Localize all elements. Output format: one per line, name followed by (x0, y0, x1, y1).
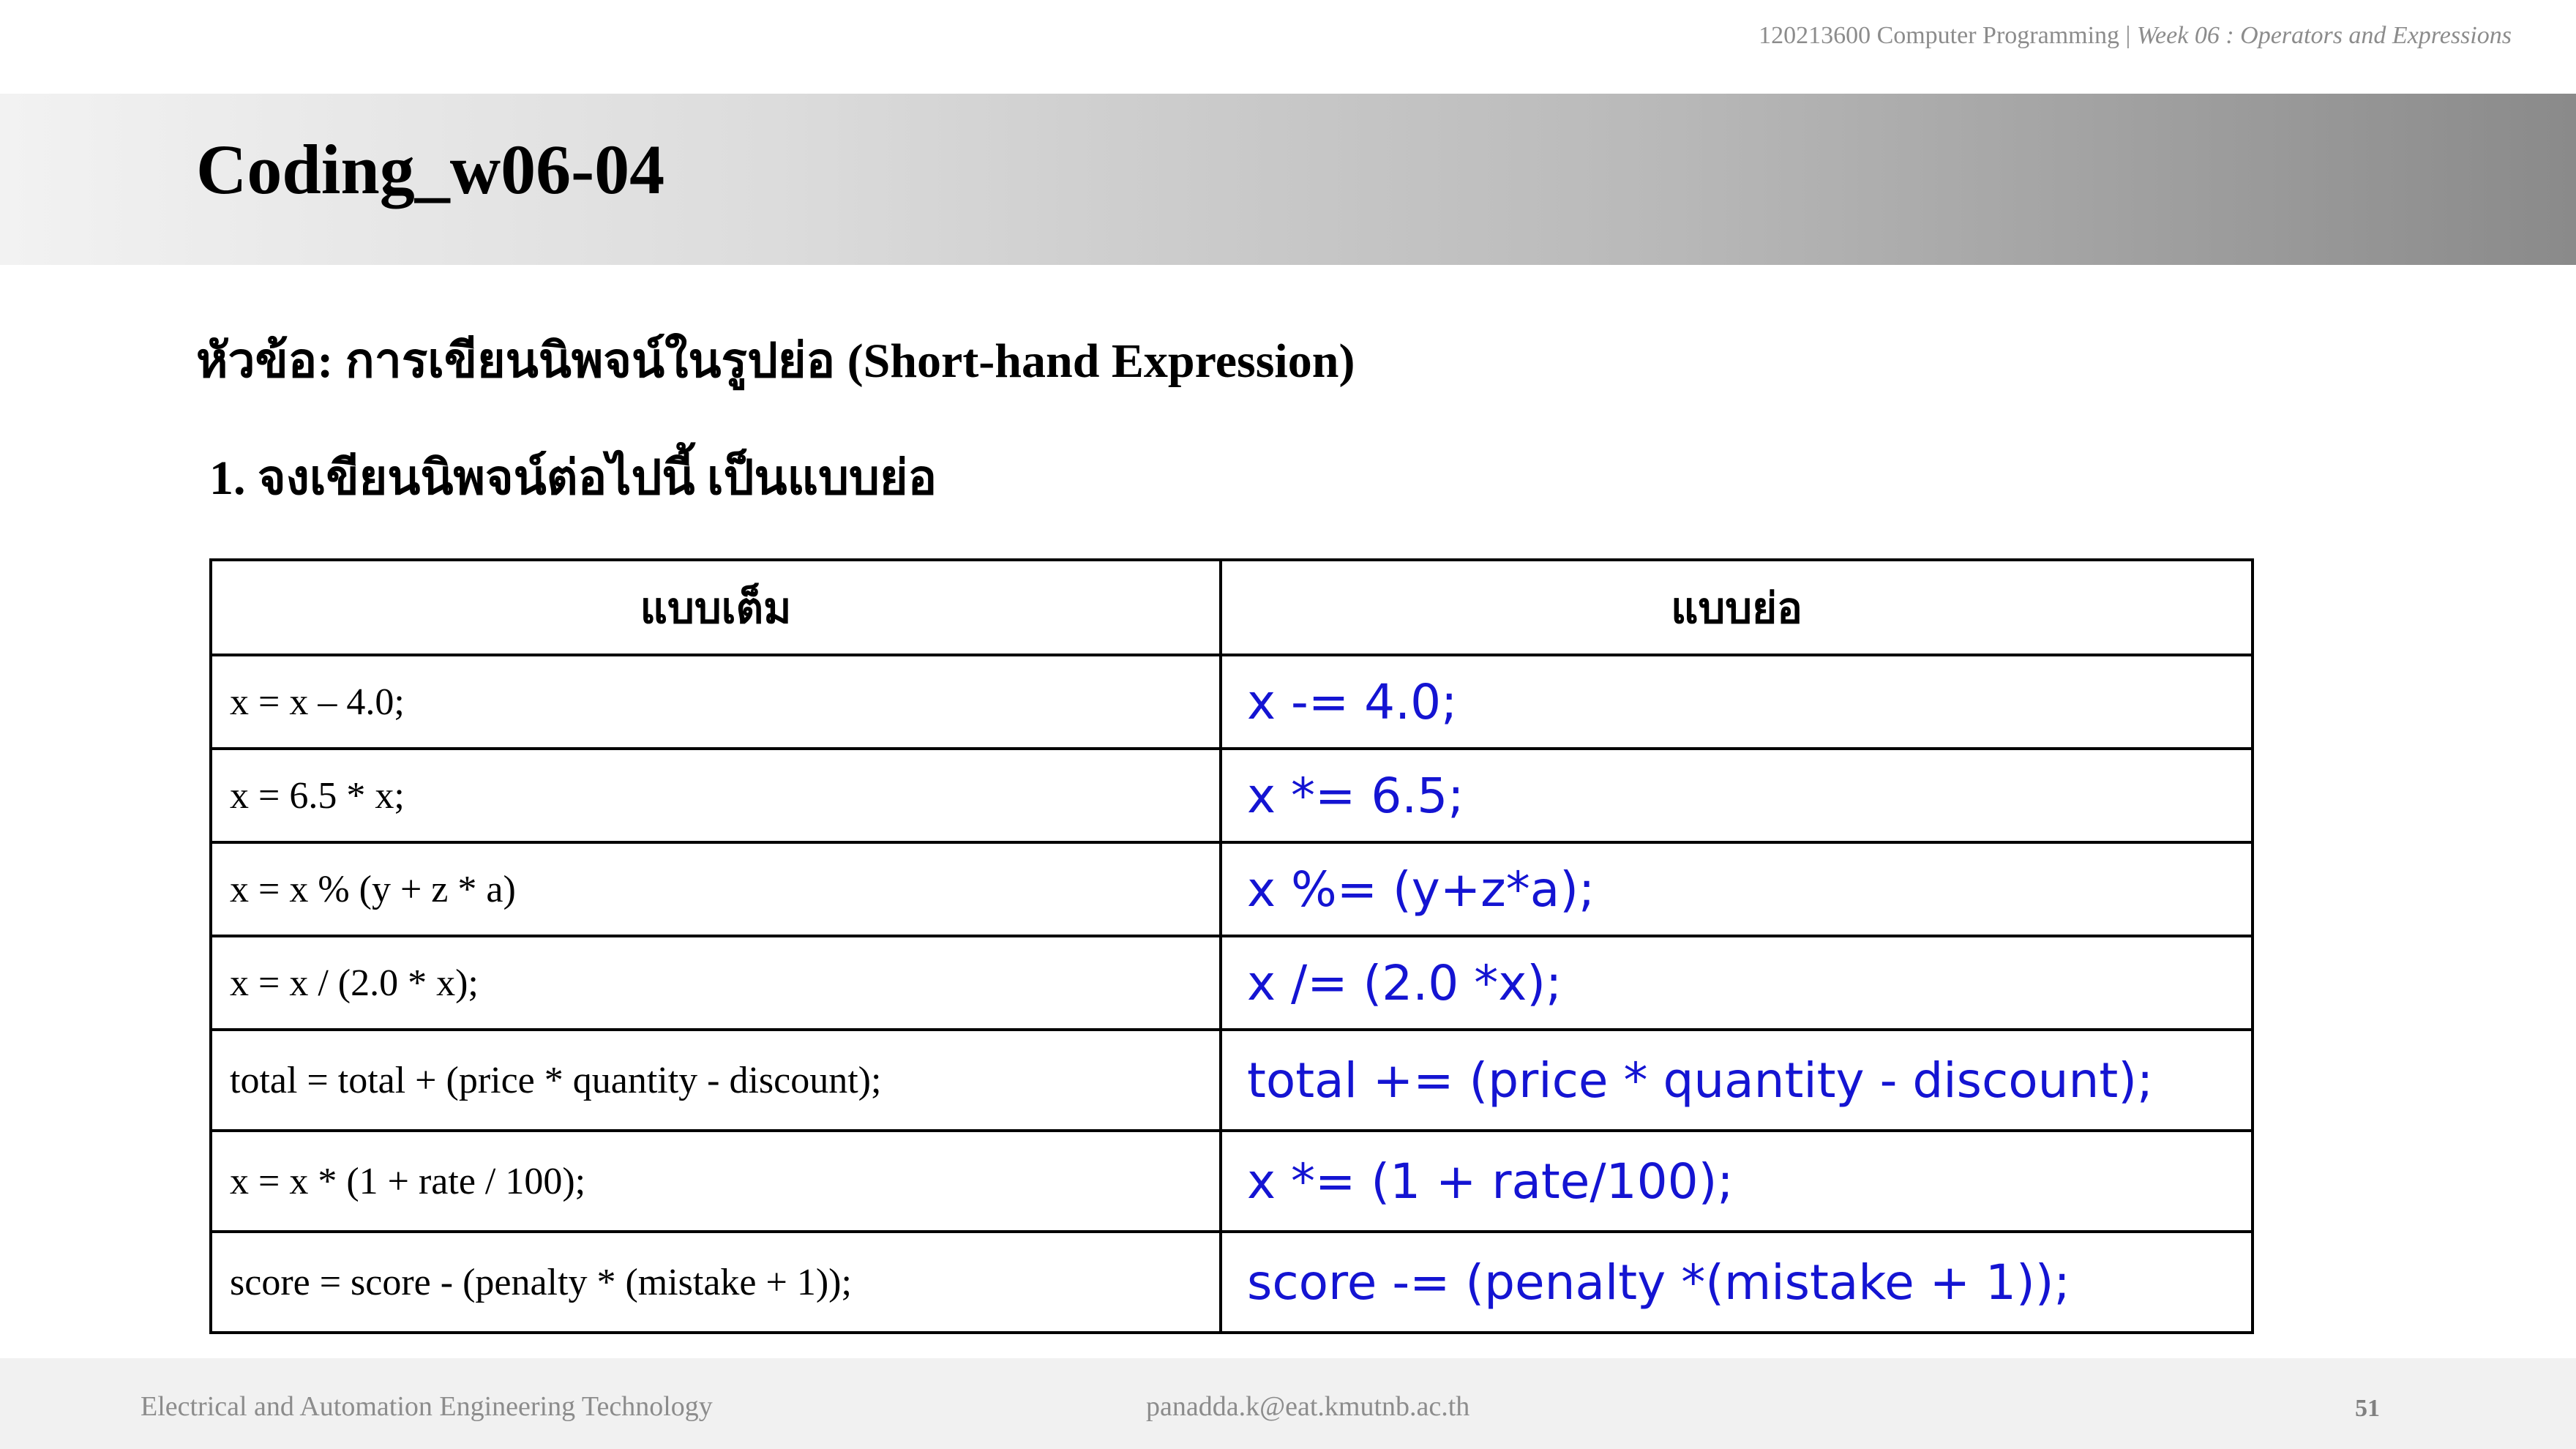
full-expression: total = total + (price * quantity - discount); (211, 1030, 1221, 1131)
exercise-table (209, 558, 2254, 1334)
week-label: Week 06 : Operators and Expressions (2136, 22, 2512, 49)
course-header (1759, 22, 2512, 50)
short-expression-handwritten: total += (price * quantity - discount); (1221, 1030, 2253, 1131)
table-row (211, 936, 2253, 1030)
header-separator: | (2119, 22, 2137, 49)
table-row (211, 1131, 2253, 1232)
full-expression: x = x % (y + z * a) (211, 842, 1221, 936)
full-expression: score = score - (penalty * (mistake + 1)); (211, 1232, 1221, 1333)
full-expression: x = x * (1 + rate / 100); (211, 1131, 1221, 1232)
topic-heading: หัวข้อ: การเขียนนิพจน์ในรูปย่อ (Short-hand Expression) (196, 334, 1355, 388)
header-short-form: แบบย่อ (1221, 560, 2253, 655)
table-row (211, 842, 2253, 936)
header-full-form: แบบเต็ม (211, 560, 1221, 655)
short-expression-handwritten: x -= 4.0; (1221, 655, 2253, 749)
short-expression-handwritten: score -= (penalty *(mistake + 1)); (1221, 1232, 2253, 1333)
short-expression-handwritten: x *= (1 + rate/100); (1221, 1131, 2253, 1232)
table-row (211, 749, 2253, 842)
course-name: 120213600 Computer Programming (1759, 22, 2120, 49)
footer-organization: Electrical and Automation Engineering Technology (141, 1391, 713, 1422)
short-expression-handwritten: x /= (2.0 *x); (1221, 936, 2253, 1030)
table-row (211, 655, 2253, 749)
full-expression: x = 6.5 * x; (211, 749, 1221, 842)
table-row (211, 1030, 2253, 1131)
full-expression: x = x – 4.0; (211, 655, 1221, 749)
short-expression-handwritten: x %= (y+z*a); (1221, 842, 2253, 936)
table-header-row (211, 560, 2253, 655)
footer-email: panadda.k@eat.kmutnb.ac.th (1146, 1391, 1470, 1422)
question-text: 1. จงเขียนนิพจน์ต่อไปนี้ เป็นแบบย่อ (209, 452, 937, 505)
page-number: 51 (2355, 1395, 2380, 1422)
slide-title: Coding_w06-04 (196, 130, 665, 209)
full-expression: x = x / (2.0 * x); (211, 936, 1221, 1030)
short-expression-handwritten: x *= 6.5; (1221, 749, 2253, 842)
table-row (211, 1232, 2253, 1333)
